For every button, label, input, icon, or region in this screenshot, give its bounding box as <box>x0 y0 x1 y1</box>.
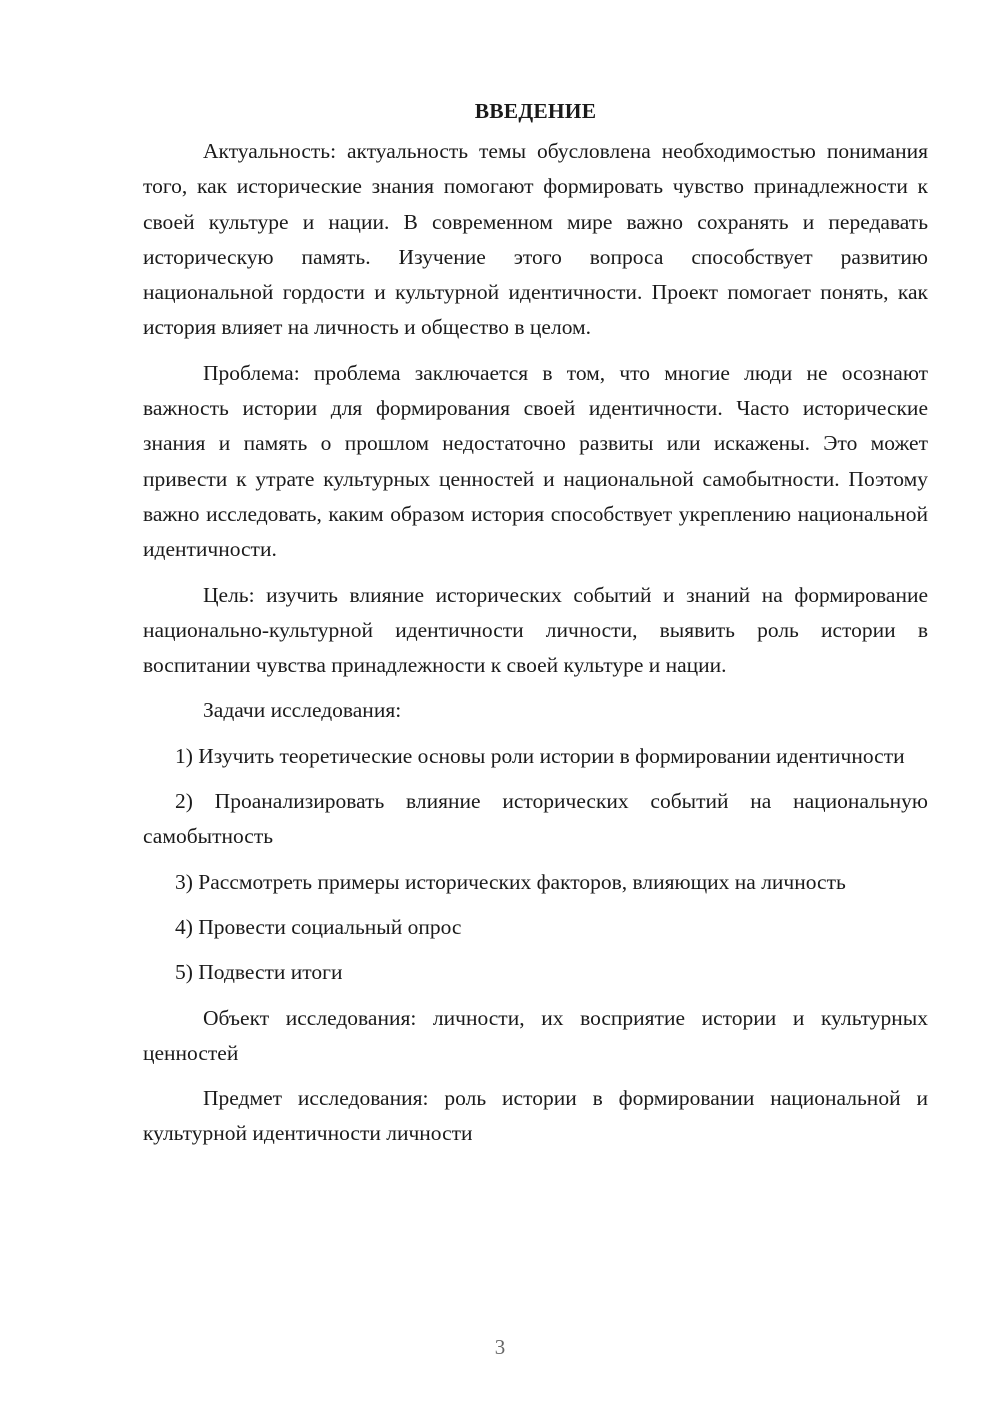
page-content <box>143 96 928 1152</box>
research-object: Объект исследования: личности, их восприятие истории и культурных ценностей <box>143 1005 928 1065</box>
task-item-1: 1) Изучить теоретические основы роли истории в формировании идентичности <box>175 743 905 768</box>
paragraph-problem: Проблема: проблема заключается в том, что многие люди не осознают важность истории для формирования своей идентичности. Часто исторические знания и память о прошлом недостаточно развиты или искажены. Это может привести к утрате культурных ценностей и национальной самобытности. Поэтому важно исследовать, каким образом история способствует укреплению национальной идентичности. <box>143 360 928 562</box>
research-subject: Предмет исследования: роль истории в формировании национальной и культурной идентичности личности <box>143 1086 928 1146</box>
task-item-4: 4) Провести социальный опрос <box>175 914 462 939</box>
tasks-heading: Задачи исследования: <box>203 698 402 723</box>
paragraph-relevance: Актуальность: актуальность темы обусловлена необходимостью понимания того, как исторические знания помогают формировать чувство принадлежности к своей культуре и нации. В современном мире важно сохранять и передавать историческую память. Изучение этого вопроса способствует развитию национальной гордости и культурной идентичности. Проект помогает понять, как история влияет на личность и общество в целом. <box>143 139 928 340</box>
paragraph-goal: Цель: изучить влияние исторических событий и знаний на формирование национально-культурной идентичности личности, выявить роль истории в воспитании чувства принадлежности к своей культуре и нации. <box>143 582 928 678</box>
section-title: ВВЕДЕНИЕ <box>474 99 597 123</box>
task-item-3: 3) Рассмотреть примеры исторических факторов, влияющих на личность <box>175 869 846 894</box>
task-item-5: 5) Подвести итоги <box>175 960 343 985</box>
task-item-2: 2) Проанализировать влияние исторических событий на национальную самобытность <box>143 789 928 849</box>
page-number: 3 <box>494 1335 506 1359</box>
